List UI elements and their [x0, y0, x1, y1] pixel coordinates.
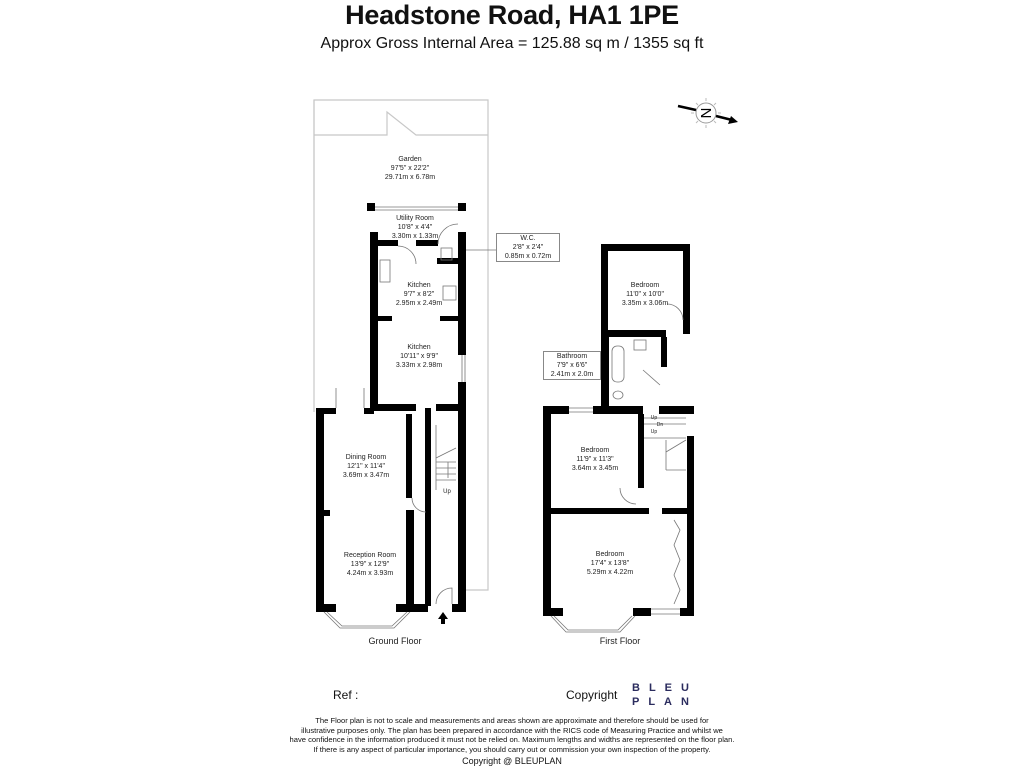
disclaimer-line: illustrative purposes only. The plan has been prepared in accordance with the RICS code of Measuring Practice and whilst we — [301, 725, 723, 735]
room-metric: 2.41m x 2.0m — [550, 371, 594, 378]
room-name: Bedroom — [595, 551, 625, 558]
copyright-label: Copyright — [566, 688, 618, 702]
north-compass-icon — [678, 98, 738, 128]
room-metric: 5.29m x 4.22m — [586, 569, 634, 576]
room-metric: 3.33m x 2.98m — [395, 362, 443, 369]
room-imperial: 2'8" x 2'4" — [512, 244, 544, 251]
room-metric: 2.95m x 2.49m — [395, 300, 443, 307]
room-label-bedroom-1 — [612, 281, 678, 308]
room-name: Kitchen — [407, 282, 431, 289]
room-name: Bathroom — [556, 353, 588, 360]
room-name: W.C. — [520, 235, 536, 242]
stairs-up-label: Up — [443, 489, 451, 495]
svg-text:N: N — [697, 107, 714, 119]
disclaimer-line: have confidence in the information produced it must not be relied on. Maximum lengths and widths are represented on the floor plan. — [289, 735, 735, 745]
room-imperial: 97'5" x 22'2" — [390, 165, 430, 172]
room-label-bedroom-2 — [556, 446, 634, 473]
stairs-down-label: Dn — [656, 422, 664, 428]
page-title: Headstone Road, HA1 1PE — [345, 0, 679, 30]
room-metric: 3.30m x 1.33m — [391, 233, 439, 240]
room-imperial: 17'4" x 13'8" — [590, 560, 630, 567]
disclaimer — [0, 716, 1024, 754]
room-metric: 29.71m x 6.78m — [384, 174, 436, 181]
room-imperial: 7'9" x 6'6" — [556, 362, 588, 369]
room-name: Bedroom — [580, 447, 610, 454]
room-name: Dining Room — [345, 454, 387, 461]
logo-line-2: PLAN — [632, 696, 698, 708]
room-name: Utility Room — [396, 215, 434, 222]
footer-copyright: Copyright @ BLEUPLAN — [462, 756, 562, 766]
room-label-kitchen-2 — [386, 343, 452, 370]
disclaimer-line: If there is any aspect of particular importance, you should carry out or commission your own inspection of the property. — [313, 744, 711, 754]
room-name: Bedroom — [630, 282, 660, 289]
room-name: Garden — [398, 156, 422, 163]
entrance-arrow-icon — [438, 612, 448, 624]
stairs-up-label: Up — [650, 429, 658, 435]
bleuplan-logo — [632, 681, 698, 709]
room-label-garden — [355, 155, 465, 182]
room-label-utility — [380, 214, 450, 241]
disclaimer-line: The Floor plan is not to scale and measurements and areas shown are approximate and therefore should be used for — [315, 716, 709, 725]
gross-area: Approx Gross Internal Area = 125.88 sq m / 1355 sq ft — [320, 35, 704, 52]
first-floor-label: First Floor — [599, 636, 641, 646]
room-imperial: 11'9" x 11'3" — [576, 456, 614, 463]
room-label-dining — [330, 453, 402, 480]
room-imperial: 9'7" x 8'2" — [403, 291, 435, 298]
room-label-reception — [330, 551, 410, 578]
room-metric: 3.69m x 3.47m — [342, 472, 390, 479]
room-metric: 3.35m x 3.06m — [621, 300, 669, 307]
room-label-kitchen-1 — [386, 281, 452, 308]
room-imperial: 12'1" x 11'4" — [347, 463, 385, 470]
room-metric: 4.24m x 3.93m — [346, 570, 394, 577]
room-metric: 3.64m x 3.45m — [571, 465, 619, 472]
room-label-bathroom — [543, 351, 601, 380]
ref-label: Ref : — [333, 688, 359, 702]
room-label-wc — [496, 233, 560, 262]
stairs-up-label: Up — [650, 415, 658, 421]
room-imperial: 10'8" x 4'4" — [397, 224, 433, 231]
logo-line-1: BLEU — [632, 682, 698, 694]
room-label-bedroom-3 — [570, 550, 650, 577]
room-name: Reception Room — [343, 552, 397, 559]
room-imperial: 11'0" x 10'0" — [626, 291, 664, 298]
ground-floor-label: Ground Floor — [368, 636, 422, 646]
room-metric: 0.85m x 0.72m — [504, 253, 552, 260]
room-name: Kitchen — [407, 344, 431, 351]
room-imperial: 10'11" x 9'9" — [400, 353, 438, 360]
room-imperial: 13'9" x 12'9" — [350, 561, 390, 568]
